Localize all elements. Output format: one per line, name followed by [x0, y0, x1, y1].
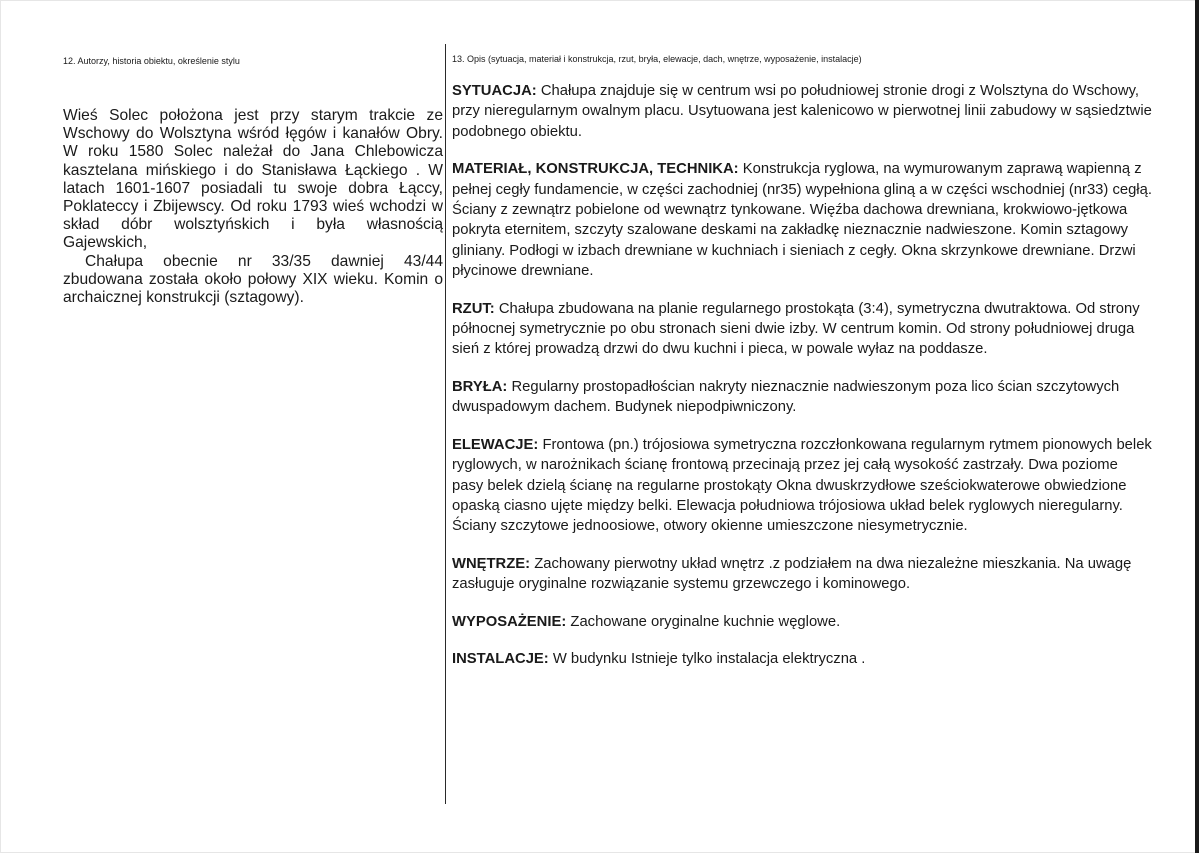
column-divider — [445, 44, 446, 804]
section-heading: INSTALACJE: — [452, 650, 549, 667]
section-13-header: 13. Opis (sytuacja, materiał i konstrukcja, rzut, bryła, elewacje, dach, wnętrze, wyposażenie, instalacje) — [452, 54, 862, 64]
left-column — [63, 55, 443, 307]
section-heading: ELEWACJE: — [452, 436, 539, 453]
section-heading: SYTUACJA: — [452, 83, 537, 99]
section-text: Konstrukcja ryglowa, na wymurowanym zaprawą wapienną z pełnej cegły fundamencie, w części zachodniej (nr35) wypełniona gliną a w części wschodniej (nr33) cegłą. Ściany z zewnątrz pobielone od wewnątrz tynkowane. Więźba dachowa drewniana, krokwiowo-jętkowa pokryta eternitem, szczyty szalowane deskami na zakładkę nieznacznie nadwieszone. Komin sztagowy gliniany. Podłogi w izbach drewniane w kuchniach i sieniach z cegły. Okna skrzynkowe drewniane. Drzwi płycinowe drewniane. — [452, 161, 1152, 280]
section-bryla — [452, 377, 1152, 418]
section-text: Regularny prostopadłościan nakryty nieznacznie nadwieszonym poza lico ścian szczytowych dwuspadowym dachem. Budynek niepodpiwniczony. — [452, 378, 1120, 416]
section-text: Zachowany pierwotny układ wnętrz .z podziałem na dwa niezależne mieszkania. Na uwagę zasługuje oryginalne rozwiązanie systemu grzewczego i kominowego. — [452, 555, 1132, 593]
section-heading: RZUT: — [452, 300, 495, 317]
section-text: Chałupa znajduje się w centrum wsi po południowej stronie drogi z Wolsztyna do Wschowy, przy nieregularnym owalnym placu. Usytuowana jest kalenicowo w pierwotnej linii zabudowy w sąsiedztwie podobnego obiektu. — [452, 83, 1152, 140]
section-heading: MATERIAŁ, KONSTRUKCJA, TECHNIKA: — [452, 161, 739, 178]
section-rzut — [452, 299, 1152, 360]
section-text: W budynku Istnieje tylko instalacja elektryczna . — [552, 650, 866, 667]
history-text — [63, 107, 443, 307]
section-wnetrze — [452, 554, 1152, 595]
history-paragraph-2: Chałupa obecnie nr 33/35 dawniej 43/44 zbudowana została około połowy XIX wieku. Komin o archaicznej konstrukcji (sztagowy). — [63, 252, 443, 307]
scan-edge — [1195, 0, 1199, 853]
section-12-header: 12. Autorzy, historia obiektu, określenie stylu — [63, 56, 240, 66]
description-body — [452, 81, 1152, 669]
section-wyposazenie — [452, 612, 1152, 632]
section-sytuacja — [452, 81, 1152, 142]
section-text: Chałupa zbudowana na planie regularnego prostokąta (3:4), symetryczna dwutraktowa. Od strony północnej symetrycznie po obu stronach sieni dwie izby. W centrum komin. Od strony południowej druga sień z której prowadzą drzwi do dwu kuchni i pieca, w powale wyłaz na poddasze. — [452, 300, 1140, 358]
section-instalacje — [452, 649, 1152, 669]
section-heading: WYPOSAŻENIE: — [452, 613, 567, 630]
section-text: Frontowa (pn.) trójosiowa symetryczna rozczłonkowana regularnym rytmem pionowych belek ryglowych, w narożnikach ścianę frontową przecinają przez jej całą wysokość zastrzały. Dwa poziome pasy belek dzielą ścianę na regularne prostokąty Okna dwuskrzydłowe sześciokwaterowe obwiedzione opaską ciasno ujęte między belki. Elewacja południowa trójosiowa układ belek ryglowych nieregularny. Ściany szczytowe jednoosiowe, otwory okienne umieszczone niesymetrycznie. — [452, 436, 1152, 535]
section-text: Zachowane oryginalne kuchnie węglowe. — [570, 613, 841, 630]
section-heading: BRYŁA: — [452, 378, 508, 395]
section-heading: WNĘTRZE: — [452, 555, 531, 572]
right-column — [452, 53, 1152, 686]
section-elewacje — [452, 435, 1152, 537]
section-material — [452, 159, 1152, 281]
history-paragraph-1: Wieś Solec położona jest przy starym trakcie ze Wschowy do Wolsztyna wśród łęgów i kanałów Obry. W roku 1580 Solec należał do Jana Chlebowicza kasztelana mińskiego i do Stanisława Łąckiego . W latach 1601-1607 posiadali tu swoje dobra Łąccy, Poklateccy i Zbijewscy. Od roku 1793 wieś wchodzi w skład dóbr wolsztyńskich i była własnością Gajewskich, — [63, 107, 443, 252]
